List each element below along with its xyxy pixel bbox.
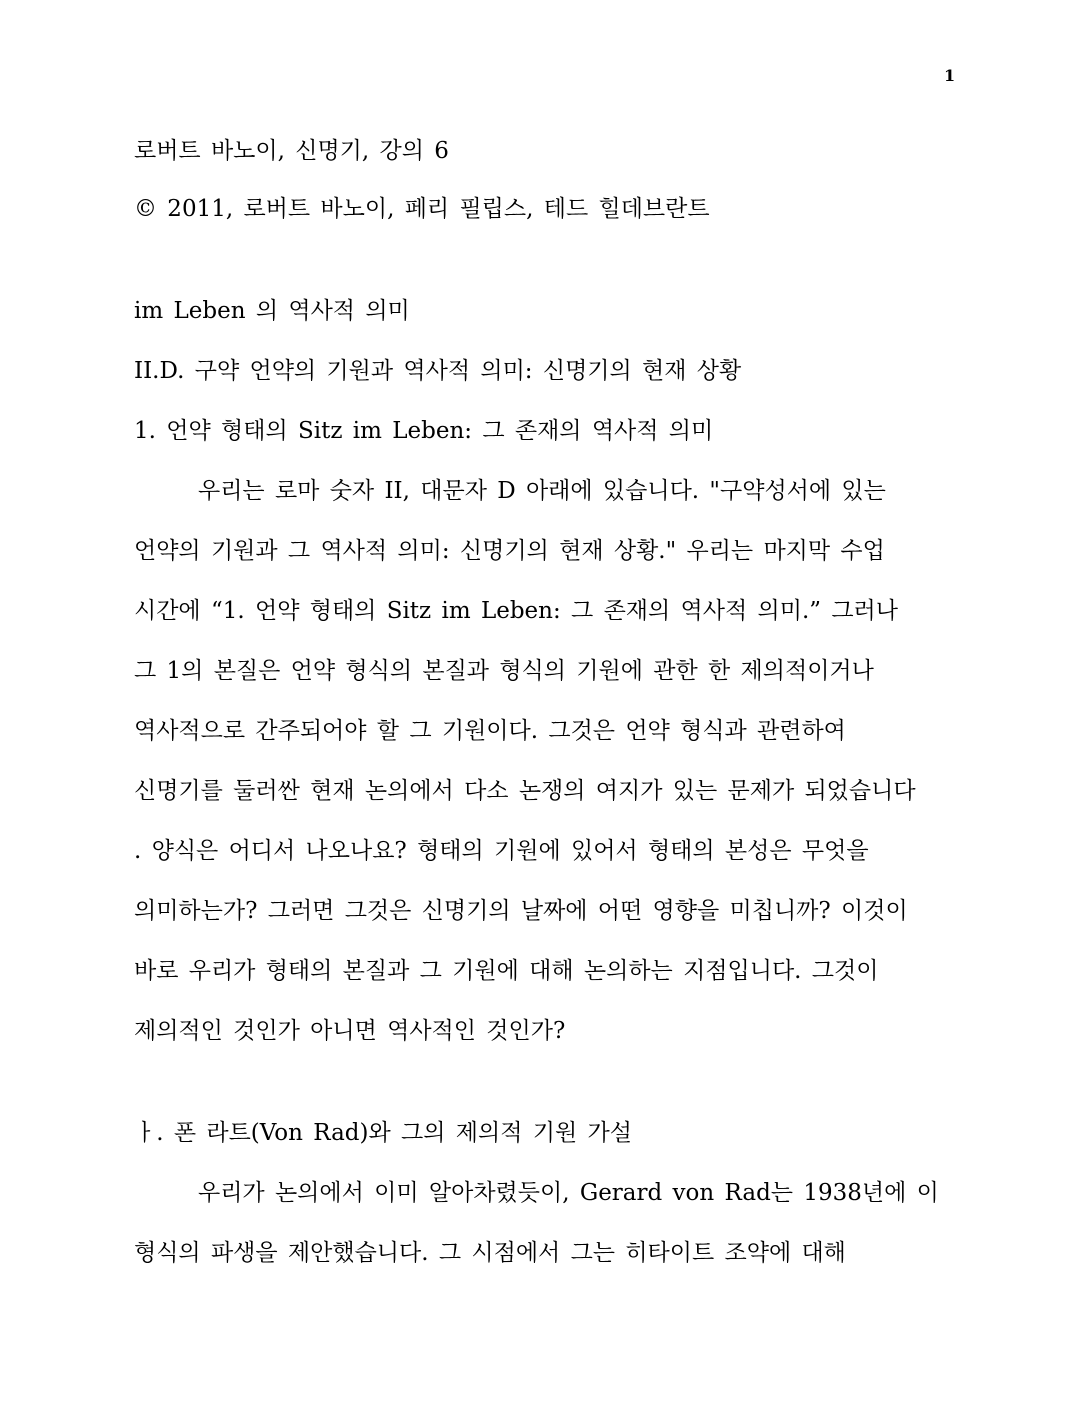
section-heading-von-rad: ㅏ. 폰 라트(Von Rad)와 그의 제의적 기원 가설 bbox=[134, 1120, 632, 1146]
copyright-line: © 2011, 로버트 바노이, 페리 필립스, 테드 힐데브란트 bbox=[134, 196, 710, 222]
heading-subsection-1: 1. 언약 형태의 Sitz im Leben: 그 존재의 역사적 의미 bbox=[134, 418, 714, 444]
paragraph-line: 시간에 “1. 언약 형태의 Sitz im Leben: 그 존재의 역사적 의미.” 그러나 bbox=[134, 598, 898, 624]
paragraph-line: 언약의 기원과 그 역사적 의미: 신명기의 현재 상황." 우리는 마지막 수업 bbox=[134, 538, 885, 564]
paragraph-line: 제의적인 것인가 아니면 역사적인 것인가? bbox=[134, 1018, 566, 1044]
paragraph-line: 바로 우리가 형태의 본질과 그 기원에 대해 논의하는 지점입니다. 그것이 bbox=[134, 958, 879, 984]
paragraph-line: 그 1의 본질은 언약 형식의 본질과 형식의 기원에 관한 한 제의적이거나 bbox=[134, 658, 874, 684]
paragraph-line: 우리가 논의에서 이미 알아차렸듯이, Gerard von Rad는 1938년에 이 bbox=[198, 1180, 939, 1206]
paragraph-line: . 양식은 어디서 나오나요? 형태의 기원에 있어서 형태의 본성은 무엇을 bbox=[134, 838, 869, 864]
paragraph-line: 역사적으로 간주되어야 할 그 기원이다. 그것은 언약 형식과 관련하여 bbox=[134, 718, 846, 744]
heading-im-leben: im Leben 의 역사적 의미 bbox=[134, 298, 410, 324]
page-number: 1 bbox=[944, 66, 956, 85]
paragraph-line: 의미하는가? 그러면 그것은 신명기의 날짜에 어떤 영향을 미칩니까? 이것이 bbox=[134, 898, 908, 924]
paragraph-line: 형식의 파생을 제안했습니다. 그 시점에서 그는 히타이트 조약에 대해 bbox=[134, 1240, 846, 1266]
paragraph-line: 신명기를 둘러싼 현재 논의에서 다소 논쟁의 여지가 있는 문제가 되었습니다 bbox=[134, 778, 916, 804]
heading-section-iid: II.D. 구약 언약의 기원과 역사적 의미: 신명기의 현재 상황 bbox=[134, 358, 742, 384]
paragraph-line: 우리는 로마 숫자 II, 대문자 D 아래에 있습니다. "구약성서에 있는 bbox=[198, 478, 886, 504]
document-title: 로버트 바노이, 신명기, 강의 6 bbox=[134, 138, 449, 164]
